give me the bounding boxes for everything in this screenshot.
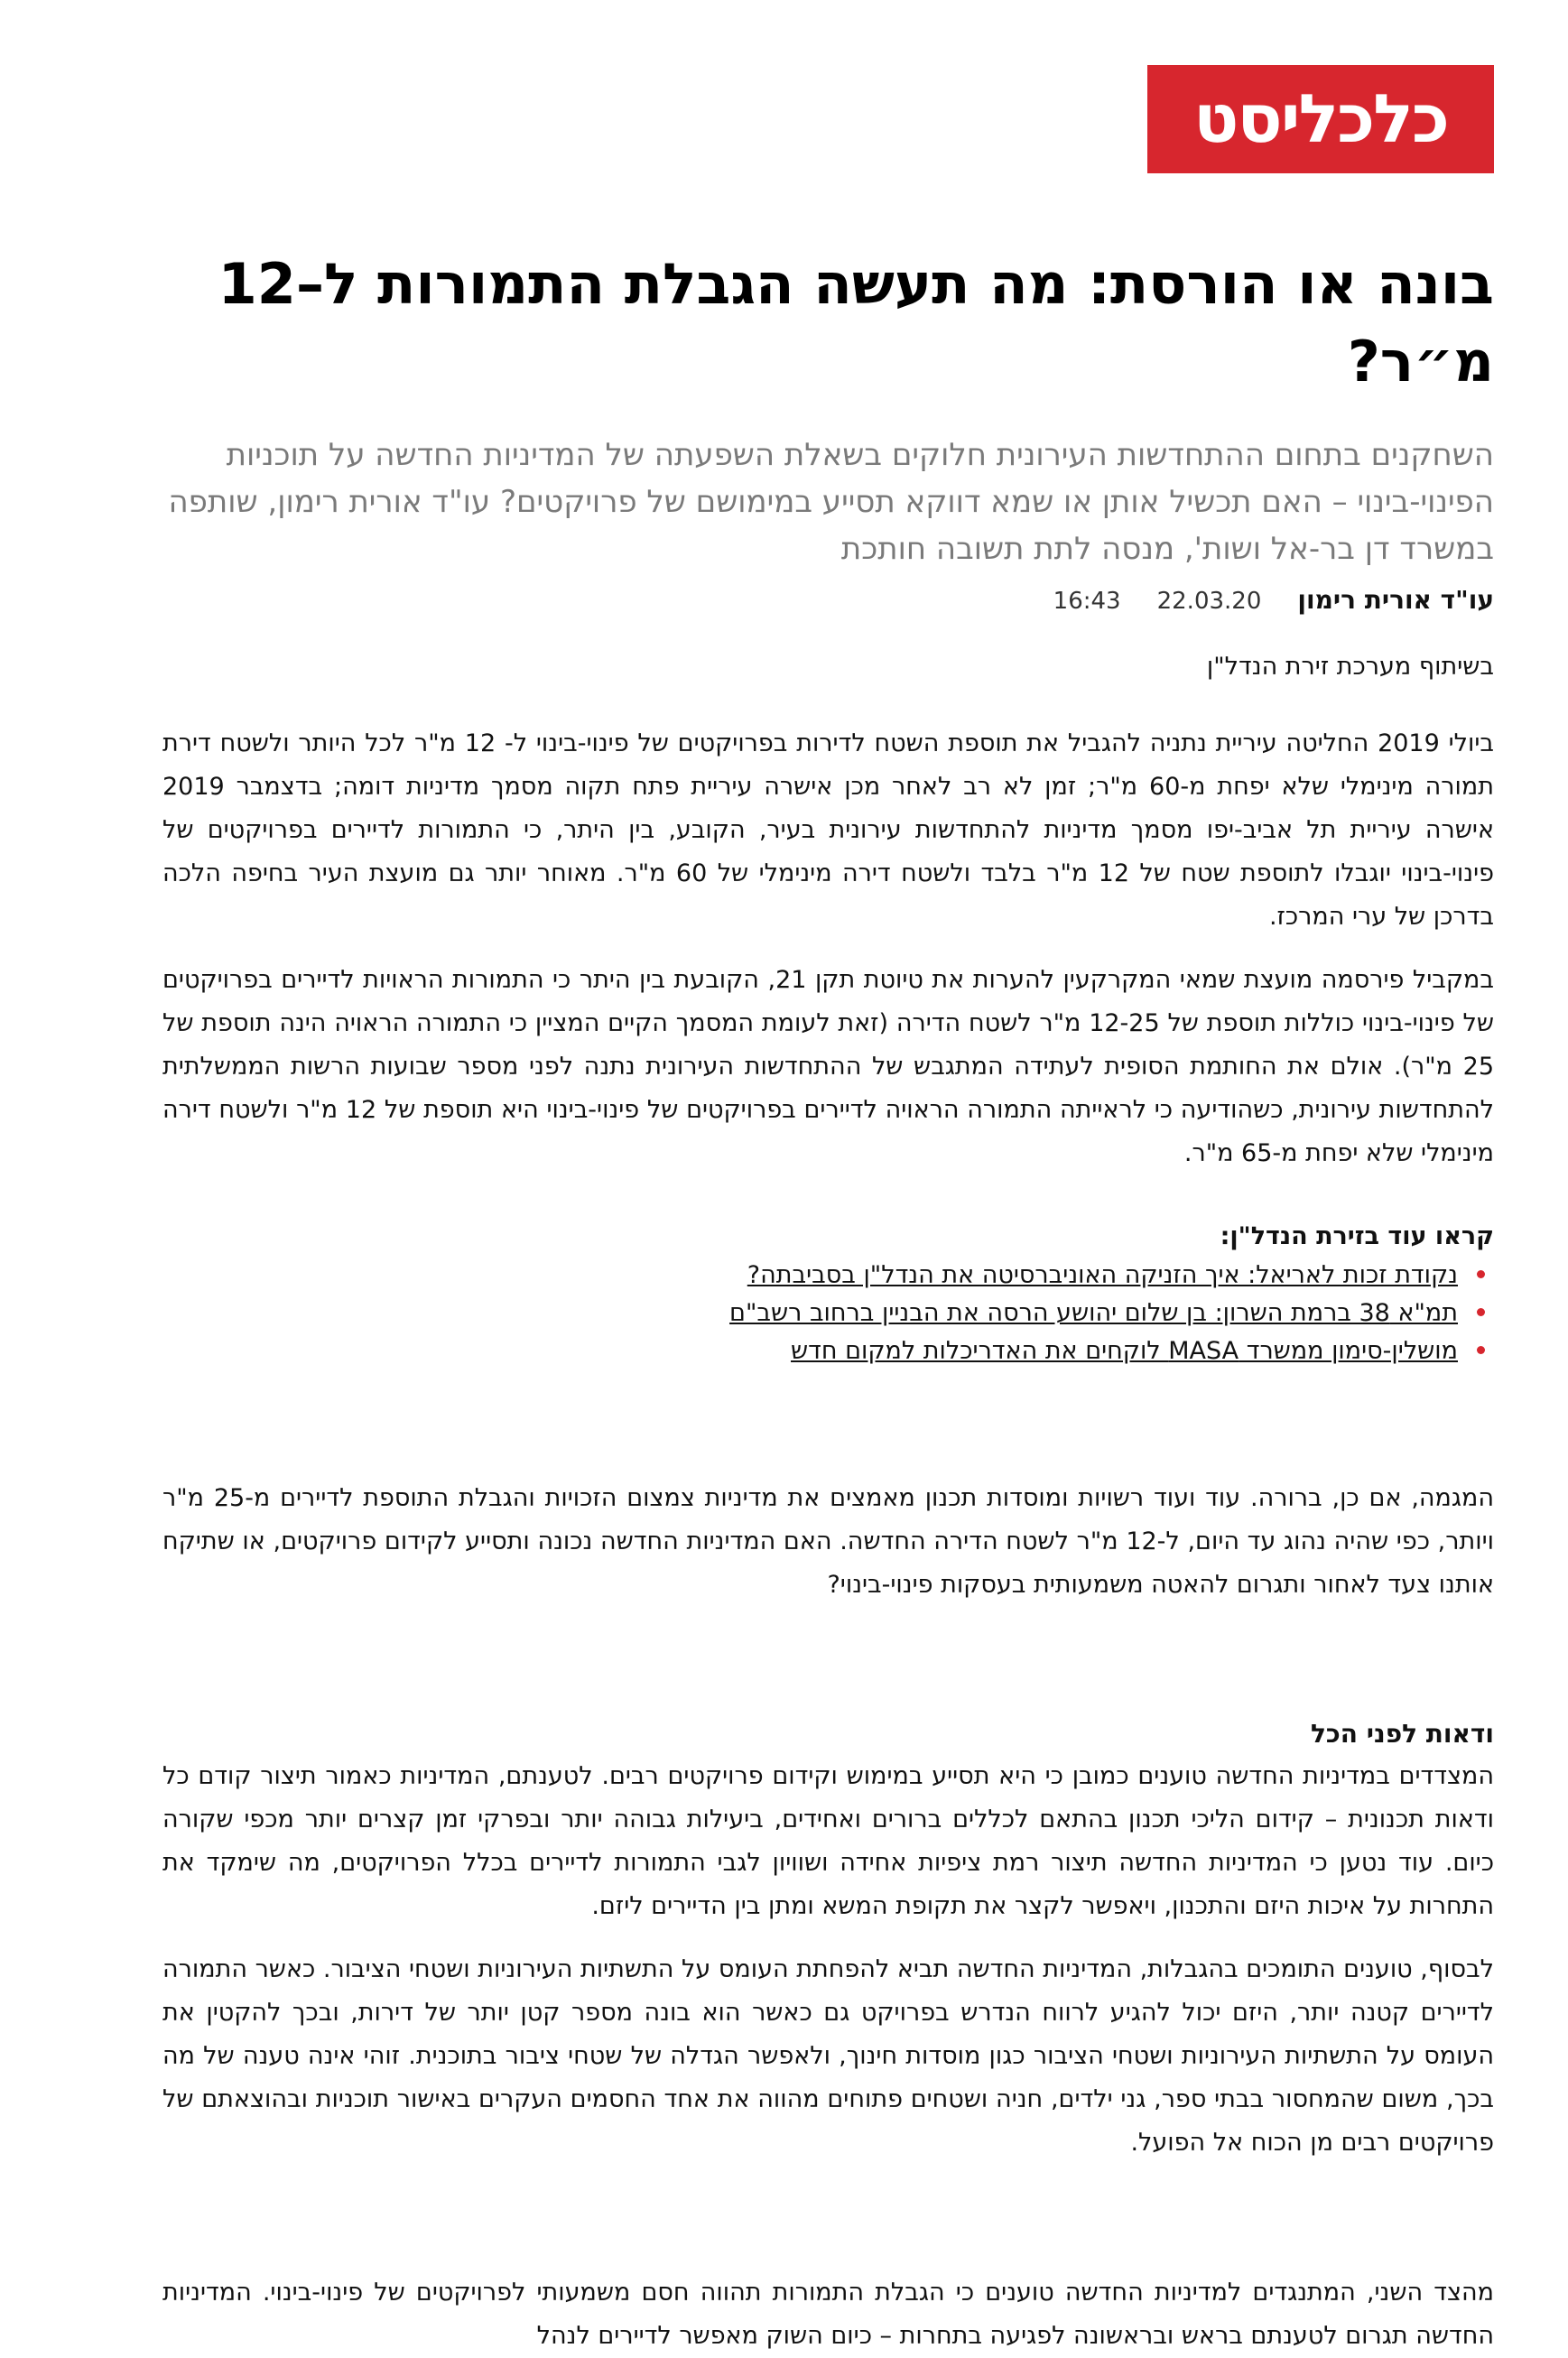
publish-date: 22.03.20 (1156, 588, 1262, 615)
read-more-section (162, 1217, 1494, 1370)
article-subtitle: השחקנים בתחום ההתחדשות העירונית חלוקים בשאלת השפעתה של המדיניות החדשה על תוכניות הפינוי-בינוי – האם תכשיל אותן או שמא דווקא תסייע במימושם של פרויקטים? עו"ד אורית רימון, שותפה במשרד דן בר-אל ושות', מנסה לתת תשובה חותכת (168, 437, 1494, 567)
bullet-icon (1477, 1346, 1485, 1354)
body-paragraph-4: המצדדים במדיניות החדשה טוענים כמובן כי היא תסייע במימוש וקידום פרויקטים רבים. לטענתם, המדיניות כאמור תיצור קודם כל ודאות תכנונית – קידום הליכי תכנון בהתאם לכללים ברורים ואחידים, ביעילות גבוהה יותר ובפרקי זמן קצרים יותר מכפי שקורה כיום. עוד נטען כי המדיניות החדשה תיצור רמת ציפיות אחידה ושוויון לגבי התמורות לדיירים בכלל הפרויקטים, מה שימקד את התחרות על איכות היזם והתכנון, ויאפשר לקצר את תקופת המשא ומתן בין הדיירים ליזם. (162, 1762, 1494, 1920)
body-paragraph-3: המגמה, אם כן, ברורה. עוד ועוד רשויות ומוסדות תכנון מאמצים את מדיניות צמצום הזכויות והגבלת התוספת לדיירים מ-25 מ"ר ויותר, כפי שהיה נהוג עד היום, ל-12 מ"ר לשטח הדירה החדשה. האם המדיניות החדשה נכונה ותסייע לקידום פרויקטים, או שתיקח אותנו צעד לאחור ותגרום להאטה משמעותית בעסקות פינוי-בינוי? (162, 1484, 1494, 1599)
article-meta (162, 585, 1494, 615)
partner-credit: בשיתוף מערכת זירת הנדל"ן (1206, 653, 1494, 681)
read-more-item (162, 1332, 1458, 1370)
read-more-item (162, 1257, 1458, 1295)
bullet-icon (1477, 1308, 1485, 1316)
publish-time: 16:43 (1053, 588, 1121, 615)
section-heading: ודאות לפני הכל (1310, 1719, 1494, 1749)
body-paragraph-6: מהצד השני, המתנגדים למדיניות החדשה טוענים כי הגבלת התמורות תהווה חסם משמעותי לפרויקטים של פינוי-בינוי. המדיניות החדשה תגרום לטענתם בראש ובראשונה לפגיעה בתחרות – כיום השוק מאפשר לדיירים לנהל (162, 2279, 1494, 2350)
body-paragraph-1: ביולי 2019 החליטה עיריית נתניה להגביל את תוספת השטח לדירות בפרויקטים של פינוי-בינוי ל- 12 מ"ר לכל היותר ולשטח דירת תמורה מינימלי שלא יפחת מ-60 מ"ר; זמן לא רב לאחר מכן אישרה עיריית פתח תקוה מסמך מדיניות דומה; בדצמבר 2019 אישרה עיריית תל אביב-יפו מסמך מדיניות להתחדשות עירונית בעיר, הקובע, בין היתר, כי התמורות לדיירים בפרויקטים של פינוי-בינוי יוגבלו לתוספת שטח של 12 מ"ר בלבד ולשטח דירה מינימלי של 60 מ"ר. מאוחר יותר גם מועצת העיר בחיפה הלכה בדרכן של ערי המרכז. (162, 729, 1494, 931)
article-page (162, 65, 1494, 2358)
read-more-item (162, 1295, 1458, 1332)
body-paragraph-5: לבסוף, טוענים התומכים בהגבלות, המדיניות החדשה תביא להפחתת העומס על התשתיות העירוניות ושטחי הציבור. כאשר התמורה לדיירים קטנה יותר, היזם יכול להגיע לרווח הנדרש בפרויקט גם כאשר הוא בונה מספר קטן יותר של דירות, ובכך להקטין את העומס על התשתיות העירוניות ושטחי הציבור כגון מוסדות חינוך, ולאפשר הגדלה של שטחי ציבור בתוכנית. זוהי אינה טענה של מה בכך, משום שהמחסור בבתי ספר, גני ילדים, חניה ושטחים פתוחים מהווה את אחד החסמים העקרים באישור תוכניות ובהוצאתם של פרויקטים רבים מן הכוח אל הפועל. (162, 1955, 1494, 2157)
header (162, 65, 1494, 173)
read-more-link-2[interactable]: תמ"א 38 ברמת השרון: בן שלום יהושע הרסה את הבניין ברחוב רשב"ם (729, 1299, 1458, 1327)
body-paragraph-2: במקביל פירסמה מועצת שמאי המקרקעין להערות את טיוטת תקן 21, הקובעת בין היתר כי התמורות הראויות לדיירים בפרויקטים של פינוי-בינוי כוללות תוספת של 12-25 מ"ר לשטח הדירה (זאת לעומת המסמך הקיים המציין כי התמורה הראויה הינה תוספת של 25 מ"ר). אולם את החותמת הסופית לעתידה המתגבש של ההתחדשות העירונית נתנה לפני מספר שבועות הרשות הממשלתית להתחדשות עירונית, כשהודיעה כי לראייתה התמורה הראויה לדיירים בפרויקטים של פינוי-בינוי היא תוספת של 12 מ"ר ולשטח דירה מינימלי שלא יפחת מ-65 מ"ר. (162, 966, 1495, 1167)
article-title: בונה או הורסת: מה תעשה הגבלת התמורות ל–12 מ״ר? (218, 251, 1494, 395)
calcalist-logo[interactable]: כלכליסט (1147, 65, 1494, 173)
bullet-icon (1477, 1270, 1485, 1278)
read-more-title: קראו עוד בזירת הנדל"ן: (1220, 1222, 1494, 1250)
read-more-list (162, 1257, 1494, 1370)
author-name[interactable]: עו"ד אורית רימון (1297, 585, 1494, 615)
read-more-link-3[interactable]: מושלין-סימון ממשרד MASA לוקחים את האדריכלות למקום חדש (791, 1337, 1458, 1365)
read-more-link-1[interactable]: נקודת זכות לאריאל: איך הזניקה האוניברסיטה את הנדל"ן בסביבתה? (747, 1261, 1458, 1289)
